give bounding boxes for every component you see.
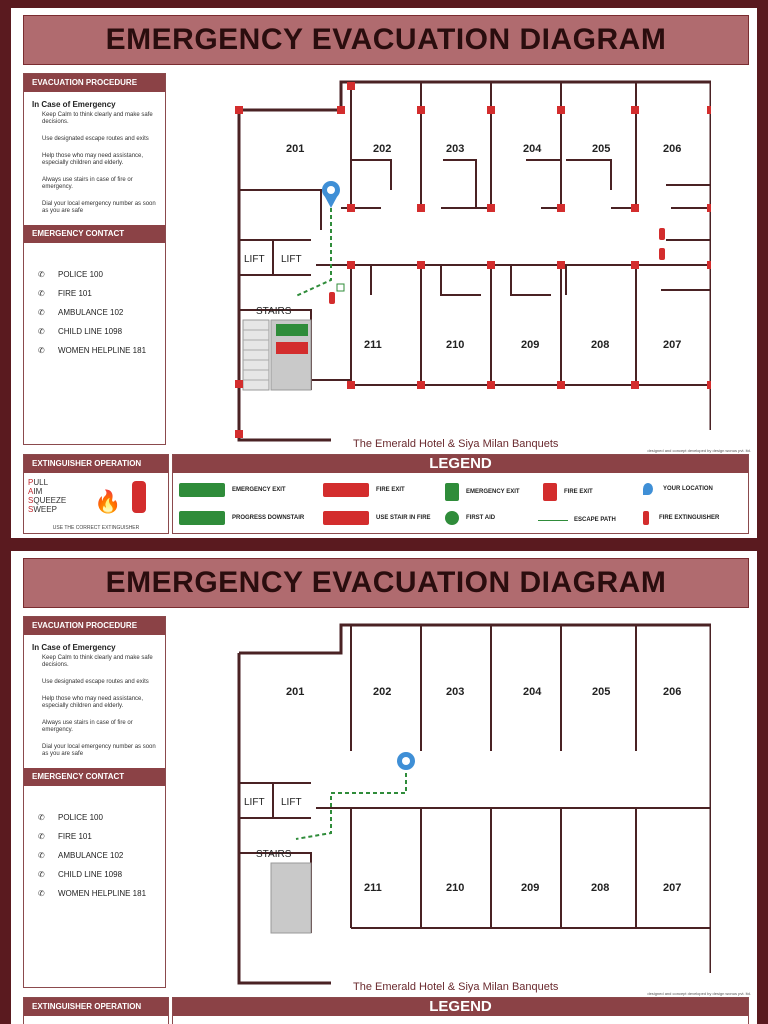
procedure-item: Keep Calm to think clearly and make safe decisions.: [42, 112, 153, 125]
procedure-item: Help those who may need assistance, especially children and elderly.: [42, 153, 144, 166]
contact-item: ✆ POLICE 100: [38, 813, 103, 822]
phone-icon: ✆: [38, 270, 45, 279]
location-pin-icon: [397, 752, 415, 770]
lift-label: LIFT: [244, 254, 265, 265]
room-label: 203: [446, 143, 465, 155]
hotel-name: The Emerald Hotel & Siya Milan Banquets: [353, 438, 559, 450]
phone-icon: ✆: [38, 346, 45, 355]
room-label: 205: [592, 143, 611, 155]
stairs-label: STAIRS: [256, 306, 292, 317]
fire-extinguisher-icon: [659, 228, 665, 240]
procedure-subtitle: In Case of Emergency: [32, 643, 116, 652]
stairs-label: STAIRS: [256, 849, 292, 860]
phone-icon: ✆: [38, 889, 45, 898]
procedure-item: Dial your local emergency number as soon as you are safe: [42, 744, 156, 757]
lift-label: LIFT: [244, 797, 265, 808]
fire-extinguisher-icon: [659, 248, 665, 260]
contact-item: ✆ WOMEN HELPLINE 181: [38, 889, 147, 898]
procedure-item: Keep Calm to think clearly and make safe decisions.: [42, 655, 153, 668]
exit-sign-icon: [179, 483, 225, 497]
procedure-subtitle: In Case of Emergency: [32, 100, 116, 109]
contact-list: [24, 808, 165, 903]
fire-exit-icon: [323, 483, 369, 497]
fire-extinguisher-icon: [643, 511, 649, 525]
contact-item: ✆ POLICE 100: [38, 270, 103, 279]
room-label: 202: [373, 686, 392, 698]
phone-icon: ✆: [38, 851, 45, 860]
room-label: 205: [592, 686, 611, 698]
procedure-item: Use designated escape routes and exits: [42, 679, 149, 685]
floor-plan: [211, 623, 711, 993]
room-label: 204: [523, 143, 542, 155]
location-pin-icon: [643, 483, 653, 495]
procedure-item: Use designated escape routes and exits: [42, 136, 149, 142]
lift-label: LIFT: [281, 254, 302, 265]
legend-fire-exit: FIRE EXIT: [323, 483, 405, 497]
title-bar: [23, 15, 749, 65]
extinguisher-heading: EXTINGUISHER OPERATION: [24, 998, 168, 1016]
contact-list: [24, 265, 165, 360]
room-label: 204: [523, 686, 542, 698]
escape-path: [296, 208, 331, 296]
room-label: 206: [663, 686, 682, 698]
pass-steps: PULL AIM SQUEEZE SWEEP: [28, 478, 67, 514]
extinguisher-panel: [23, 454, 169, 534]
stair-fire-icon: [323, 511, 369, 525]
phone-icon: ✆: [38, 327, 45, 336]
escape-path-icon: [538, 520, 568, 521]
room-label: 202: [373, 143, 392, 155]
contact-item: ✆ AMBULANCE 102: [38, 851, 124, 860]
legend-fire-exit-2: FIRE EXIT: [543, 483, 593, 501]
fire-exit-sign-icon: [276, 342, 308, 354]
phone-icon: ✆: [38, 308, 45, 317]
procedure-heading: EVACUATION PROCEDURE: [24, 74, 165, 92]
room-label: 207: [663, 339, 682, 351]
emergency-exit-sign-icon: [276, 324, 308, 336]
fire-extinguisher-icon: [329, 292, 335, 304]
legend-panel: [172, 997, 749, 1024]
first-aid-icon: [445, 511, 459, 525]
location-pin-icon: [322, 181, 340, 208]
contact-item: ✆ WOMEN HELPLINE 181: [38, 346, 147, 355]
room-label: 207: [663, 882, 682, 894]
legend-emergency-exit: EMERGENCY EXIT: [179, 483, 286, 497]
exit-door-icon: [445, 483, 459, 501]
evacuation-sheet: [11, 8, 757, 538]
room-label: 201: [286, 143, 305, 155]
procedure-item: Dial your local emergency number as soon as you are safe: [42, 201, 156, 214]
contact-heading: EMERGENCY CONTACT: [24, 768, 165, 786]
procedure-panel: [23, 616, 166, 988]
procedure-item: Always use stairs in case of fire or emergency.: [42, 720, 133, 733]
page-title: EMERGENCY EVACUATION DIAGRAM: [105, 566, 667, 599]
phone-icon: ✆: [38, 870, 45, 879]
contact-item: ✆ FIRE 101: [38, 289, 92, 298]
room-label: 201: [286, 686, 305, 698]
room-label: 206: [663, 143, 682, 155]
contact-heading: EMERGENCY CONTACT: [24, 225, 165, 243]
legend-progress-downstair: PROGRESS DOWNSTAIR: [179, 511, 304, 525]
phone-icon: ✆: [38, 813, 45, 822]
fire-icon: 🔥: [94, 489, 122, 514]
title-bar: [23, 558, 749, 608]
room-label: 210: [446, 882, 465, 894]
design-credit: designed and concept developed by design wonus pvt. ltd.: [647, 448, 751, 453]
room-label: 203: [446, 686, 465, 698]
extinguisher-heading: EXTINGUISHER OPERATION: [24, 455, 168, 473]
legend-first-aid: FIRST AID: [445, 511, 495, 525]
extinguisher-panel: [23, 997, 169, 1024]
hotel-name: The Emerald Hotel & Siya Milan Banquets: [353, 981, 559, 993]
procedure-heading: EVACUATION PROCEDURE: [24, 617, 165, 635]
room-label: 211: [364, 339, 382, 351]
fire-door-icon: [543, 483, 557, 501]
legend-escape-path: ESCAPE PATH: [538, 517, 616, 523]
room-label: 209: [521, 339, 540, 351]
legend-use-stair: USE STAIR IN FIRE: [323, 511, 431, 525]
floor-plan: [211, 80, 711, 450]
page-title: EMERGENCY EVACUATION DIAGRAM: [105, 23, 667, 56]
room-label: 208: [591, 339, 610, 351]
contact-item: ✆ FIRE 101: [38, 832, 92, 841]
procedure-item: Help those who may need assistance, especially children and elderly.: [42, 696, 144, 709]
downstair-sign-icon: [179, 511, 225, 525]
extinguisher-footer: USE THE CORRECT EXTINGUISHER: [52, 525, 140, 531]
legend-your-location: YOUR LOCATION: [643, 483, 713, 495]
room-label: 208: [591, 882, 610, 894]
first-aid-icon: [337, 284, 344, 291]
contact-item: ✆ CHILD LINE 1098: [38, 870, 123, 879]
phone-icon: ✆: [38, 289, 45, 298]
room-label: 210: [446, 339, 465, 351]
legend-heading: LEGEND: [173, 998, 748, 1016]
phone-icon: ✆: [38, 832, 45, 841]
contact-item: ✆ CHILD LINE 1098: [38, 327, 123, 336]
legend-heading: LEGEND: [173, 455, 748, 473]
legend-emergency-exit-2: EMERGENCY EXIT: [445, 483, 520, 501]
room-label: 211: [364, 882, 382, 894]
procedure-panel: [23, 73, 166, 445]
extinguisher-icon: [132, 481, 146, 513]
procedure-item: Always use stairs in case of fire or emergency.: [42, 177, 133, 190]
lift-label: LIFT: [281, 797, 302, 808]
evacuation-sheet-copy: [11, 551, 757, 1024]
design-credit: designed and concept developed by design wonus pvt. ltd.: [647, 991, 751, 996]
contact-item: ✆ AMBULANCE 102: [38, 308, 124, 317]
legend-panel: [172, 454, 749, 534]
legend-fire-extinguisher: FIRE EXTINGUISHER: [643, 511, 719, 525]
room-label: 209: [521, 882, 540, 894]
